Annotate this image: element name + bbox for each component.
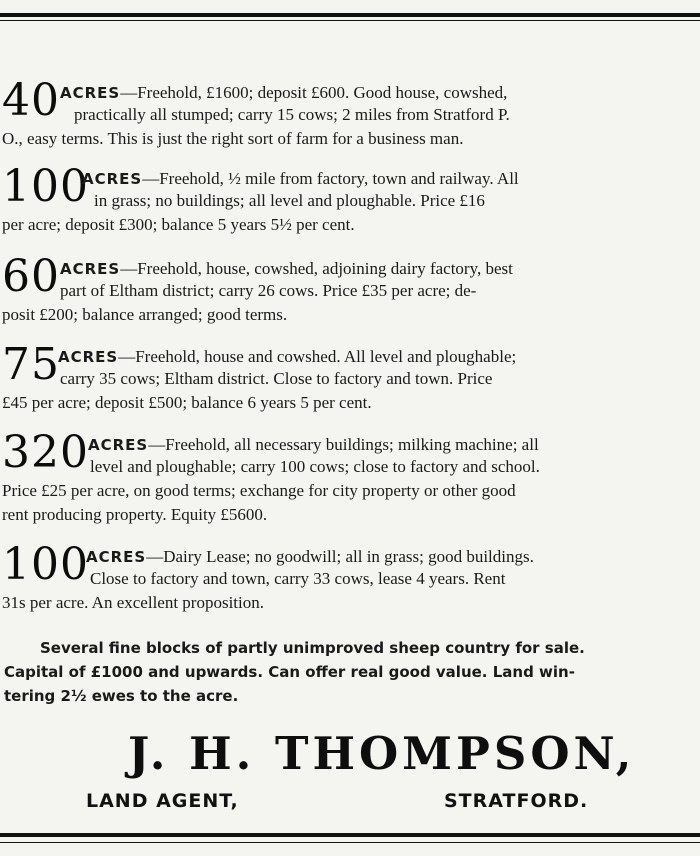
bottom-rule-thin: [0, 842, 700, 843]
listing-line-1: [88, 433, 539, 457]
listing-line-1: [60, 81, 507, 105]
listing-line-2: in grass; no buildings; all level and ploughable. Price £16: [94, 191, 485, 210]
listing-text: —Freehold, all necessary buildings; milking machine; all: [148, 435, 539, 454]
listing-line-3: O., easy terms. This is just the right sort of farm for a business man.: [2, 129, 464, 148]
listing-40-acres: [2, 75, 688, 154]
listing-number: 60: [2, 251, 60, 302]
listing-60-acres: [2, 251, 688, 330]
listing-line-2: part of Eltham district; carry 26 cows. Price £35 per acre; de-: [60, 281, 477, 300]
listing-line-1: [58, 345, 516, 369]
notice-line-1: Several fine blocks of partly unimproved sheep country for sale.: [40, 639, 585, 657]
listing-line-2: Close to factory and town, carry 33 cows, lease 4 years. Rent: [90, 569, 506, 588]
listing-75-acres: [2, 339, 688, 418]
listing-number: 100: [2, 161, 89, 212]
listing-number: 75: [2, 339, 60, 390]
top-rule-thick: [0, 13, 700, 17]
listing-100-acres-dairy-lease: [2, 539, 688, 618]
top-rule-thin: [0, 20, 700, 21]
bottom-rule-thick: [0, 833, 700, 837]
listing-line-3: per acre; deposit £300; balance 5 years 5½ per cent.: [2, 215, 355, 234]
notice-line-3: tering 2½ ewes to the acre.: [4, 687, 239, 705]
acres-keyword: ACRES: [58, 348, 119, 366]
listing-text: —Freehold, house, cowshed, adjoining dairy factory, best: [120, 259, 513, 278]
listing-line-3: Price £25 per acre, on good terms; exchange for city property or other good: [2, 481, 516, 500]
listing-line-3: 31s per acre. An excellent proposition.: [2, 593, 265, 612]
listing-line-1: [60, 257, 513, 281]
listing-100-acres-freehold: [2, 161, 688, 240]
listing-line-4: rent producing property. Equity £5600.: [2, 505, 268, 524]
listing-line-2: level and ploughable; carry 100 cows; close to factory and school.: [90, 457, 540, 476]
listing-text: —Dairy Lease; no goodwill; all in grass; good buildings.: [146, 547, 534, 566]
listing-line-3: posit £200; balance arranged; good terms.: [2, 305, 288, 324]
agent-title: LAND AGENT,: [86, 790, 239, 812]
acres-keyword: ACRES: [82, 170, 143, 188]
listing-number: 320: [2, 427, 89, 478]
listing-number: 100: [2, 539, 89, 590]
acres-keyword: ACRES: [88, 436, 149, 454]
notice-line-2: Capital of £1000 and upwards. Can offer real good value. Land win-: [4, 663, 575, 681]
listing-line-2: practically all stumped; carry 15 cows; 2 miles from Stratford P.: [74, 105, 510, 124]
listing-text: —Freehold, house and cowshed. All level and ploughable;: [118, 347, 517, 366]
listing-320-acres: [2, 427, 688, 530]
acres-keyword: ACRES: [60, 260, 121, 278]
listing-line-1: [82, 167, 519, 191]
agent-town: STRATFORD.: [444, 790, 589, 812]
agent-name: J. H. THOMPSON,: [128, 727, 636, 780]
acres-keyword: ACRES: [86, 548, 147, 566]
acres-keyword: ACRES: [60, 84, 121, 102]
listing-line-2: carry 35 cows; Eltham district. Close to factory and town. Price: [60, 369, 493, 388]
listing-text: —Freehold, £1600; deposit £600. Good house, cowshed,: [120, 83, 508, 102]
listing-text: —Freehold, ½ mile from factory, town and railway. All: [142, 169, 519, 188]
listing-line-1: [86, 545, 534, 569]
listing-line-3: £45 per acre; deposit £500; balance 6 years 5 per cent.: [2, 393, 372, 412]
sheep-country-notice: [4, 636, 694, 712]
listing-number: 40: [2, 75, 60, 126]
